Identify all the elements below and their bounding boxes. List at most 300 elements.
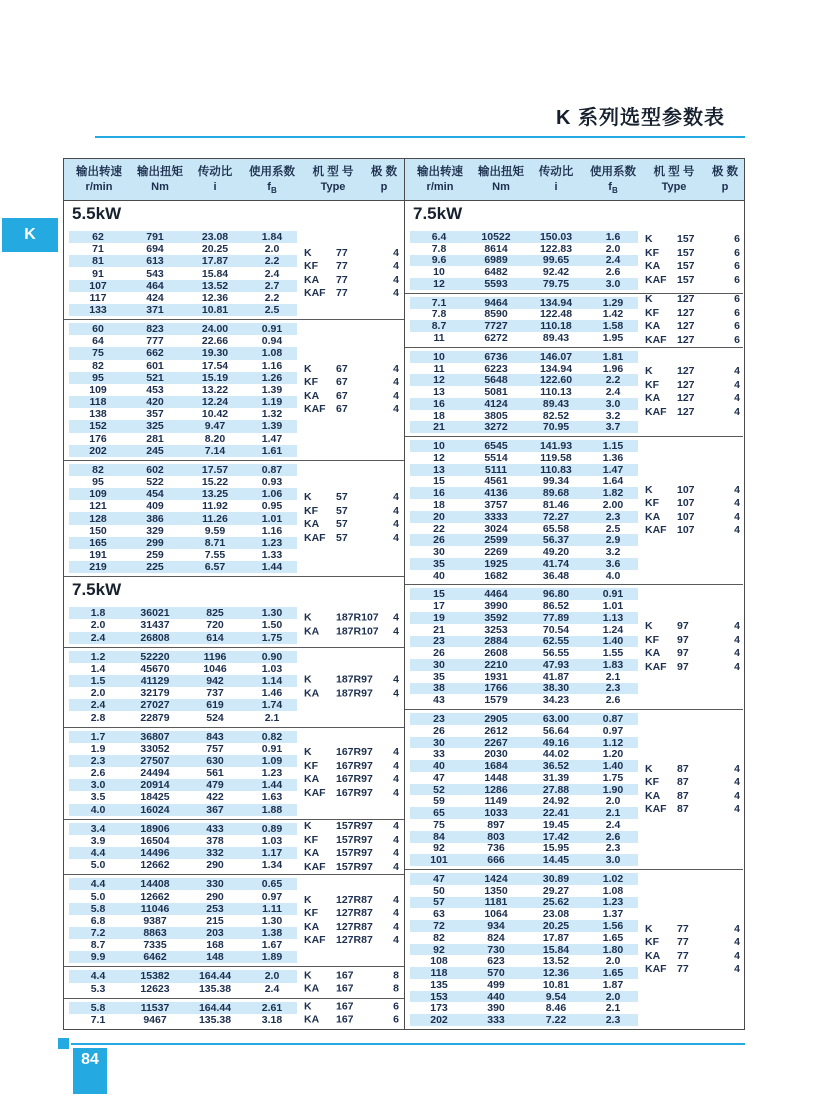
type-list [645,233,740,287]
type-size: 57 [336,518,348,531]
type-row [304,834,399,848]
table-row [410,231,638,243]
service-factor-value: 2.1 [605,1002,621,1015]
type-size: 157 [677,260,695,273]
torque-value: 623 [487,955,505,968]
table-row [410,332,638,344]
type-size: 67 [336,362,348,375]
table-row [69,323,297,335]
type-list [304,612,399,639]
speed-value: 8.7 [90,939,106,952]
ratio-value: 13.52 [201,279,229,292]
type-name: KF [645,936,659,949]
type-name: KF [304,759,318,772]
type-name: K [645,922,653,935]
type-row [645,497,740,511]
type-poles: 4 [393,773,399,786]
speed-value: 47 [433,872,445,885]
type-poles: 4 [393,847,399,859]
table-row [410,885,638,897]
table-row [410,784,638,796]
header-col-1 [134,164,186,200]
table-row [69,651,297,663]
power-section-heading: 5.5kW [72,204,122,223]
table-row [410,671,638,683]
series-tab-k[interactable]: K [2,218,58,252]
ratio-value: 146.07 [539,350,573,363]
table-row [69,476,297,488]
table-row [410,908,638,920]
ratio-value: 122.48 [539,308,573,321]
type-size: 157 [677,246,695,259]
ratio-value: 20.25 [201,243,229,256]
type-row [645,776,740,790]
type-row [304,612,399,626]
type-size: 157 [677,273,695,286]
header-unit: i [554,181,558,193]
speed-value: 82 [92,359,104,372]
speed-value: 20 [433,510,445,523]
type-poles: 6 [393,1000,399,1013]
ratio-value: 1196 [203,650,227,663]
table-row [69,335,297,347]
table-row [410,920,638,932]
numeric-rows [69,231,297,316]
torque-value: 5111 [484,463,508,476]
torque-value: 27027 [140,699,170,712]
type-size: 107 [677,497,695,510]
table-row [410,932,638,944]
ratio-value: 110.18 [540,320,572,333]
speed-value: 82 [433,931,445,944]
torque-value: 6272 [484,332,508,345]
ratio-value: 82.52 [542,409,570,422]
ratio-value: 433 [206,822,224,835]
type-poles: 4 [393,273,399,286]
service-factor-value: 2.61 [261,1001,283,1014]
type-size: 77 [336,273,348,286]
type-list [304,491,399,545]
type-list [304,746,399,800]
service-factor-value: 1.19 [261,396,283,409]
service-factor-value: 2.6 [605,266,621,279]
type-name: KAF [304,934,326,947]
speed-value: 7.8 [431,242,447,255]
speed-value: 2.3 [90,754,106,767]
speed-value: 23 [433,712,445,725]
speed-value: 43 [433,694,445,707]
torque-value: 18906 [140,822,170,835]
ratio-value: 49.16 [542,736,570,749]
ratio-value: 92.42 [542,266,570,279]
table-row [410,398,638,410]
service-factor-value: 3.0 [605,277,621,290]
speed-value: 5.0 [90,859,106,872]
torque-value: 666 [487,854,505,867]
type-poles: 4 [734,633,740,646]
speed-value: 13 [433,463,445,476]
ratio-value: 36.48 [542,569,570,582]
service-factor-value: 1.16 [261,524,283,537]
type-row [304,260,399,274]
type-name: KAF [645,273,667,286]
ratio-value: 8.71 [204,536,226,549]
type-poles: 8 [393,969,399,982]
ratio-value: 6.57 [204,561,226,574]
torque-value: 52220 [140,650,170,663]
speed-value: 101 [430,854,448,867]
ratio-value: 150.03 [539,230,573,243]
table-row [410,351,638,363]
type-row [645,406,740,420]
type-poles: 6 [734,246,740,259]
speed-value: 12 [433,277,445,290]
service-factor-value: 1.96 [602,362,624,375]
table-row [69,804,297,816]
power-section-heading: 7.5kW [64,576,404,604]
table-row [410,624,638,636]
torque-value: 602 [146,463,164,476]
torque-value: 3333 [484,510,508,523]
service-factor-value: 1.39 [261,383,283,396]
service-factor-value: 0.82 [261,730,283,743]
type-size: 127R87 [336,934,373,947]
ratio-value: 36.52 [542,760,570,773]
type-poles: 4 [393,786,399,799]
speed-value: 121 [89,500,107,513]
service-factor-value: 1.58 [602,320,624,333]
numeric-rows [410,440,638,581]
service-factor-value: 2.2 [605,374,621,387]
torque-value: 24494 [140,767,170,780]
torque-value: 20914 [140,779,170,792]
header-col-5 [366,164,402,200]
torque-value: 1682 [484,569,508,582]
torque-value: 1448 [484,771,508,784]
header-label: 输出转速 [76,166,122,178]
type-size: 107 [677,510,695,523]
speed-value: 5.0 [90,890,106,903]
service-factor-value: 0.87 [602,712,624,725]
ratio-value: 24.92 [542,795,570,808]
ratio-value: 619 [206,699,224,712]
speed-value: 117 [89,291,107,304]
speed-value: 202 [430,1014,448,1027]
table-row [69,835,297,847]
table-row [69,767,297,779]
service-factor-value: 1.30 [261,607,283,620]
ratio-value: 10.42 [201,408,229,421]
torque-value: 824 [487,931,505,944]
ratio-value: 17.57 [201,463,229,476]
service-factor-value: 0.90 [261,650,283,663]
ratio-value: 378 [206,834,224,847]
table-column-left [64,201,404,1029]
table-row [410,309,638,321]
type-name: KAF [304,786,326,799]
type-row [645,274,740,288]
service-factor-value: 1.81 [602,350,624,363]
type-poles: 4 [734,922,740,935]
type-row [304,1014,399,1028]
torque-value: 225 [146,561,164,574]
table-row [69,384,297,396]
speed-value: 7.1 [90,1013,106,1026]
speed-value: 23 [433,635,445,648]
header-col-0 [64,164,134,200]
type-size: 87 [677,762,689,775]
speed-value: 9.6 [431,254,447,267]
table-row [410,588,638,600]
service-factor-value: 2.0 [264,243,280,256]
type-row [645,334,740,348]
speed-value: 109 [89,383,107,396]
table-row [69,420,297,432]
service-factor-value: 3.0 [605,854,621,867]
service-factor-value: 2.3 [605,1014,621,1027]
table-row [69,231,297,243]
type-name: KA [645,789,661,802]
type-name: KA [304,389,320,402]
table-row [69,779,297,791]
service-factor-value: 3.2 [605,409,621,422]
ratio-value: 31.39 [542,771,570,784]
ratio-value: 44.02 [542,748,570,761]
ratio-value: 215 [206,914,224,927]
service-factor-value: 1.06 [261,488,283,501]
type-poles: 6 [734,293,740,306]
ratio-value: 24.00 [201,323,229,336]
ratio-value: 11.26 [202,512,228,525]
torque-value: 390 [487,1002,505,1015]
footer-accent-square [58,1038,69,1049]
service-factor-value: 1.65 [602,967,624,980]
speed-value: 2.4 [90,631,106,644]
torque-value: 823 [146,323,164,336]
ratio-value: 22.41 [542,807,570,820]
numeric-rows [69,323,297,457]
torque-value: 32179 [140,687,170,700]
type-size: 167R97 [336,786,373,799]
ratio-value: 9.59 [204,524,226,537]
ratio-value: 70.95 [542,421,570,434]
table-row [410,546,638,558]
torque-value: 245 [146,444,164,457]
type-row [645,790,740,804]
ratio-value: 737 [206,687,224,700]
speed-value: 2.6 [90,767,106,780]
speed-value: 75 [433,818,445,831]
speed-value: 5.8 [90,902,106,915]
table-row [410,499,638,511]
type-name: KF [645,306,659,319]
torque-value: 1684 [484,760,508,773]
ratio-value: 99.34 [542,475,570,488]
service-factor-value: 0.91 [261,742,283,755]
torque-value: 5081 [484,386,508,399]
type-poles: 4 [734,936,740,949]
ratio-value: 614 [206,631,224,644]
speed-value: 82 [92,463,104,476]
ratio-value: 77.89 [542,611,570,624]
type-size: 67 [336,389,348,402]
type-name: KA [304,982,320,995]
ratio-value: 96.80 [542,588,570,601]
table-row [69,445,297,457]
type-size: 107 [677,524,695,537]
torque-value: 1286 [484,783,508,796]
type-row [304,363,399,377]
title-underline [95,136,745,138]
service-factor-value: 2.4 [605,386,621,399]
header-unit: r/min [426,181,454,193]
speed-value: 11 [433,362,445,375]
service-factor-value: 1.26 [261,371,283,384]
type-name: KF [645,776,659,789]
service-factor-value: 2.6 [605,694,621,707]
service-factor-value: 1.17 [261,847,283,860]
type-list [304,969,399,996]
type-poles: 4 [393,376,399,389]
table-row [410,320,638,332]
table-row [410,713,638,725]
torque-value: 357 [146,408,164,421]
speed-value: 95 [92,371,104,384]
type-size: 97 [677,620,689,633]
torque-value: 1424 [484,872,508,885]
service-factor-value: 1.89 [261,951,283,964]
service-factor-value: 3.18 [261,1013,283,1026]
torque-value: 12662 [140,890,170,903]
header-label: 传动比 [197,166,233,178]
service-factor-value: 1.42 [602,308,624,321]
speed-value: 16 [433,487,445,500]
torque-value: 333 [487,1014,505,1027]
type-name: KF [304,907,318,920]
type-size: 167 [336,982,354,995]
speed-value: 118 [89,396,107,409]
table-row [69,464,297,476]
numeric-rows [410,713,638,866]
ratio-value: 38.30 [542,682,570,695]
table-row [410,511,638,523]
type-name: KA [304,518,320,531]
table-row [410,570,638,582]
torque-value: 1925 [484,557,508,570]
table-row [410,243,638,255]
service-factor-value: 1.46 [261,687,283,700]
speed-value: 21 [433,623,445,636]
ratio-value: 13.25 [201,488,229,501]
type-size: 77 [677,936,689,949]
service-factor-value: 1.80 [602,943,624,956]
service-factor-value: 2.4 [264,982,280,995]
service-factor-value: 1.13 [602,611,624,624]
type-name: KA [304,1013,320,1026]
type-poles: 4 [393,687,399,700]
table-row [69,903,297,915]
type-row [645,379,740,393]
type-size: 167 [336,1013,354,1026]
torque-value: 3024 [484,522,508,535]
torque-value: 15382 [140,970,170,983]
type-row [304,907,399,921]
type-name: K [645,620,653,633]
table-row [410,487,638,499]
table-row [69,687,297,699]
table-row [69,537,297,549]
speed-value: 91 [92,267,104,280]
type-name: K [304,969,312,982]
speed-value: 107 [89,279,107,292]
type-size: 167 [336,969,354,982]
service-factor-value: 2.0 [264,970,280,983]
service-factor-value: 2.6 [605,830,621,843]
ratio-value: 99.65 [542,254,570,267]
ratio-value: 56.37 [542,534,570,547]
ratio-value: 14.45 [542,854,570,867]
header-unit: Type [661,181,687,193]
speed-value: 1.9 [90,742,106,755]
speed-value: 40 [433,760,445,773]
table-column-right [404,201,743,1029]
speed-value: 3.5 [90,791,106,804]
type-poles: 4 [393,389,399,402]
table-row [69,549,297,561]
speed-value: 1.5 [90,675,106,688]
torque-value: 543 [146,267,164,280]
service-factor-value: 1.44 [261,779,283,792]
type-size: 127 [677,392,695,405]
speed-value: 30 [433,546,445,559]
table-row [69,255,297,267]
torque-value: 409 [146,500,164,513]
type-name: K [645,483,653,496]
type-poles: 6 [393,1013,399,1026]
torque-value: 736 [487,842,505,855]
table-row [410,386,638,398]
table-row [410,843,638,855]
speed-value: 38 [433,682,445,695]
service-factor-value: 1.84 [261,231,283,244]
table-row [410,374,638,386]
header-unit: $f_B$ [267,181,277,196]
type-row [304,687,399,701]
type-name: K [645,233,653,246]
speed-value: 22 [433,522,445,535]
numeric-rows [69,464,297,573]
type-size: 77 [677,963,689,976]
service-factor-value: 1.88 [261,803,283,816]
service-factor-value: 2.0 [605,990,621,1003]
data-block [405,436,743,584]
type-name: KAF [304,860,326,873]
speed-value: 59 [433,795,445,808]
torque-value: 521 [146,371,164,384]
torque-value: 2884 [484,635,508,648]
type-size: 187R107 [336,625,379,638]
type-poles: 4 [734,483,740,496]
ratio-value: 56.64 [542,724,570,737]
torque-value: 14408 [140,878,170,891]
torque-value: 2599 [484,534,508,547]
data-block [64,874,404,966]
ratio-value: 122.83 [539,242,573,255]
speed-value: 3.4 [90,822,106,835]
type-list [645,620,740,674]
table-row [69,607,297,619]
torque-value: 5593 [484,277,508,290]
